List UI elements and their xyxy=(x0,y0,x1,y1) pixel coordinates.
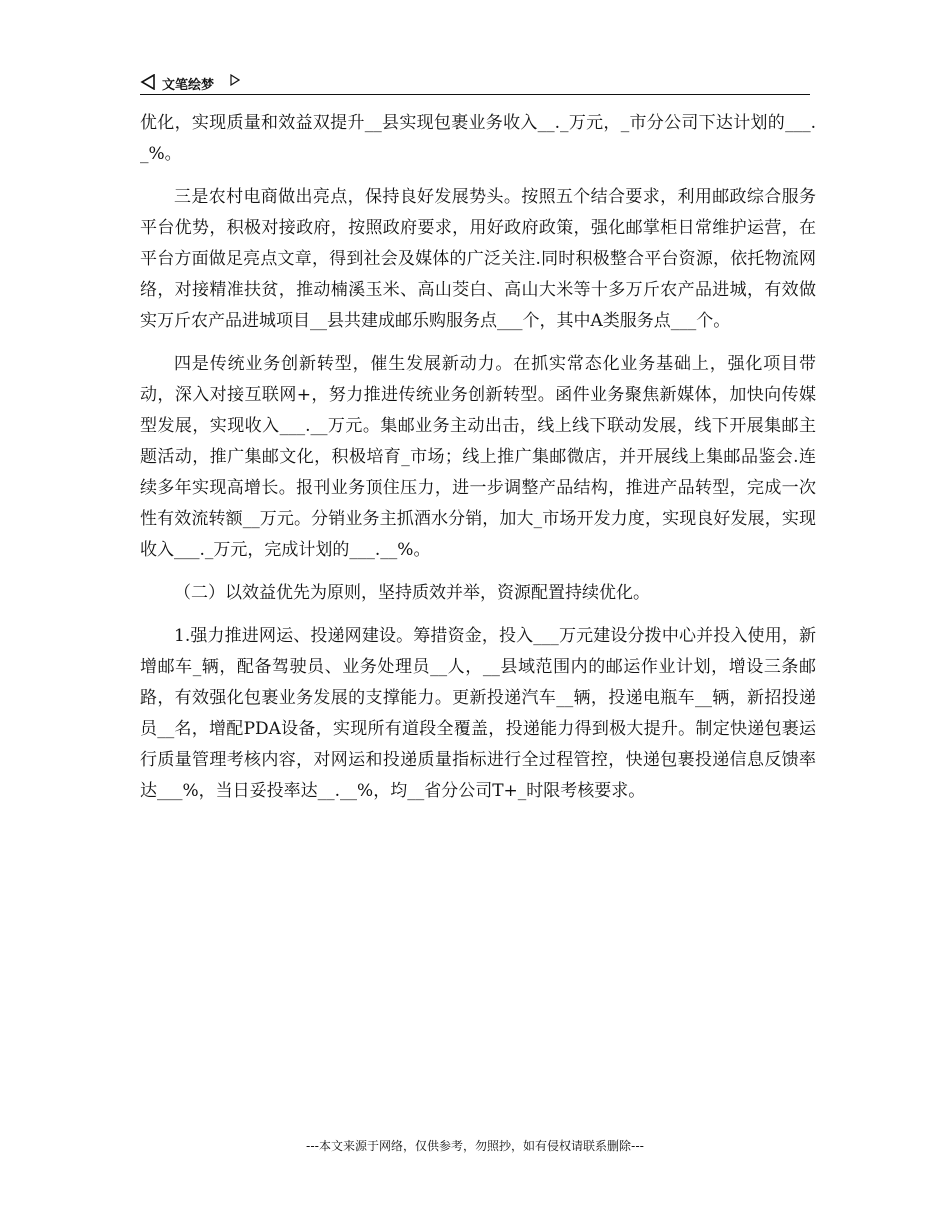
paragraph: 优化，实现质量和效益双提升__县实现包裹业务收入__._万元，_市分公司下达计划的___._%。 xyxy=(140,113,816,164)
section-heading: （二）以效益优先为原则，坚持质效并举，资源配置持续优化。 xyxy=(174,583,650,603)
header-rule xyxy=(140,94,810,95)
document-body xyxy=(140,108,816,807)
paragraph: 1.强力推进网运、投递网建设。筹措资金，投入___万元建设分拨中心并投入使用，新增邮车_辆，配备驾驶员、业务处理员__人，__县域范围内的邮运作业计划，增设三条邮路，有效强化包裹业务发展的支撑能力。更新投递汽车__辆，投递电瓶车__辆，新招投递员__名，增配PDA设备，实现所有道段全覆盖，投递能力得到极大提升。制定快递包裹运行质量管理考核内容，对网运和投递质量指标进行全过程管控，快递包裹投递信息反馈率达___%，当日妥投率达__.__%，均__省分公司T+_时限考核要求。 xyxy=(140,626,816,801)
paragraph: 三是农村电商做出亮点，保持良好发展势头。按照五个结合要求，利用邮政综合服务平台优势，积极对接政府，按照政府要求，用好政府政策，强化邮掌柜日常维护运营，在平台方面做足亮点文章，得到社会及媒体的广泛关注.同时积极整合平台资源，依托物流网络，对接精准扶贫，推动楠溪玉米、高山茭白、高山大米等十多万斤农产品进城，有效做实万斤农产品进城项目__县共建成邮乐购服务点___个，其中A类服务点___个。 xyxy=(140,187,816,331)
page-header xyxy=(140,72,810,96)
triangle-right-icon xyxy=(230,74,240,86)
paragraph: 四是传统业务创新转型，催生发展新动力。在抓实常态化业务基础上，强化项目带动，深入对接互联网+，努力推进传统业务创新转型。函件业务聚焦新媒体，加快向传媒型发展，实现收入___.__万元。集邮业务主动出击，线上线下联动发展，线下开展集邮主题活动，推广集邮文化，积极培育_市场；线上推广集邮微店，并开展线上集邮品鉴会.连续多年实现高增长。报刊业务顶住压力，进一步调整产品结构，推进产品转型，完成一次性有效流转额__万元。分销业务主抓酒水分销，加大_市场开发力度，实现良好发展，实现收入___._万元，完成计划的___.__%。 xyxy=(140,354,816,560)
brand-name: 文笔绘梦 xyxy=(162,78,215,93)
triangle-left-icon xyxy=(140,74,156,90)
page-footer: ---本文来源于网络，仅供参考，勿照抄，如有侵权请联系删除--- xyxy=(306,1139,644,1153)
